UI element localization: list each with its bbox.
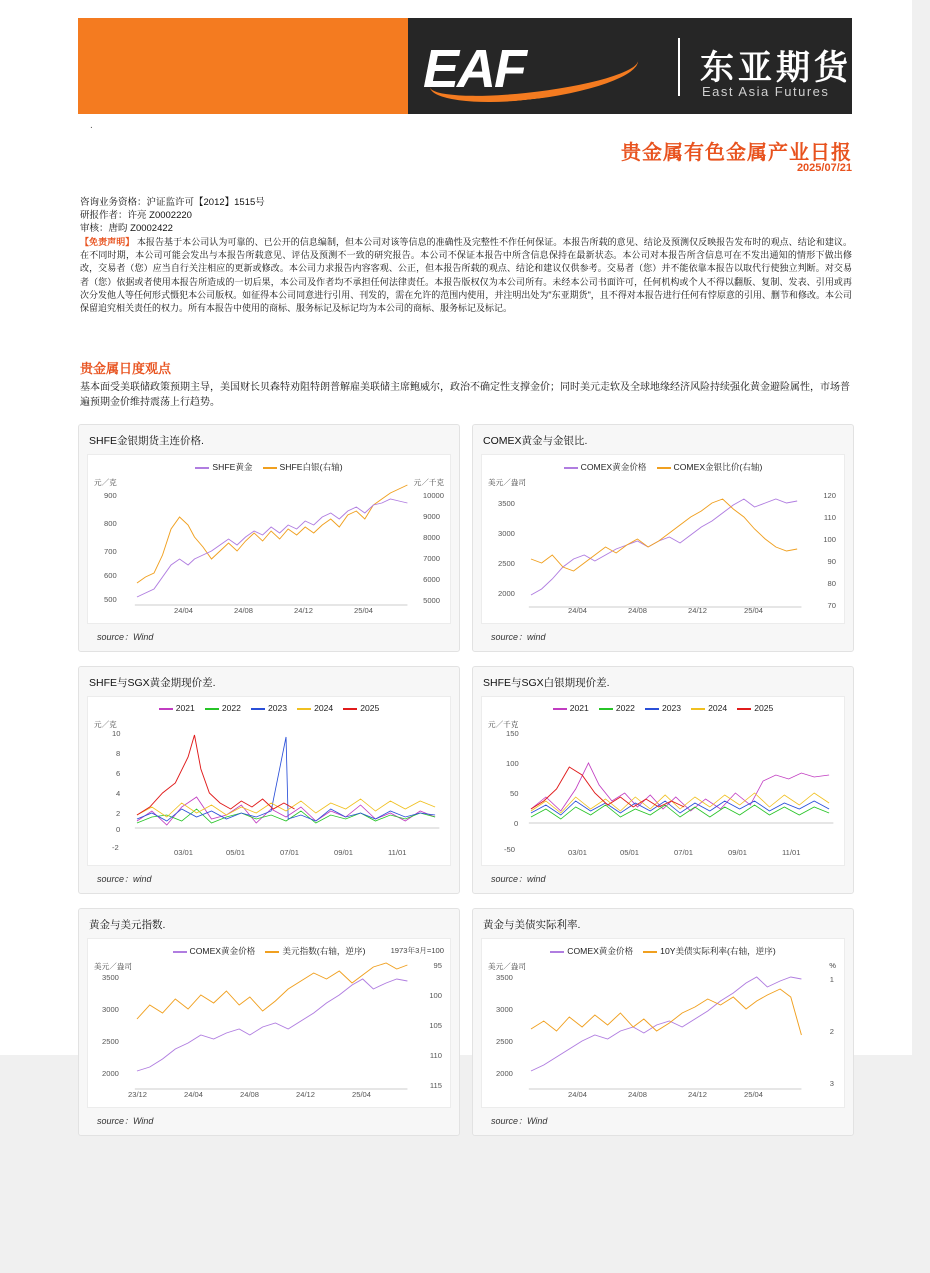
y-tick: 50 xyxy=(510,789,519,798)
y2-tick: 100 xyxy=(429,991,442,1000)
report-date: 2025/07/21 xyxy=(796,162,852,174)
chart-title: SHFE与SGX黄金期现价差. xyxy=(89,677,216,689)
y2-tick: 3 xyxy=(829,1079,834,1088)
right-axis-unit: % xyxy=(829,961,836,970)
y2-tick: 6000 xyxy=(423,575,440,584)
y-tick: 3000 xyxy=(102,1005,119,1014)
legend-item: 2025 xyxy=(737,703,773,713)
chart-plot-area xyxy=(481,696,845,866)
chart-svg xyxy=(482,455,844,623)
chart-card-gold-real-rate xyxy=(472,908,854,1136)
eaf-logo-text: EAF xyxy=(423,39,525,99)
charts-grid xyxy=(78,424,854,1150)
legend-item: 2021 xyxy=(553,703,589,713)
chart-svg xyxy=(482,939,844,1107)
chart-legend xyxy=(88,703,450,713)
legend-item: 2023 xyxy=(251,703,287,713)
chart-card-comex-gold-silver-ratio xyxy=(472,424,854,652)
y-tick: 0 xyxy=(116,825,121,834)
y2-tick: 9000 xyxy=(423,512,440,521)
eaf-logo xyxy=(423,40,653,98)
y-tick: 4 xyxy=(116,789,121,798)
y-tick: 3000 xyxy=(496,1005,513,1014)
y-tick: 100 xyxy=(506,759,519,768)
y-tick: 2000 xyxy=(496,1069,513,1078)
x-tick: 24/12 xyxy=(294,606,314,615)
disclaimer-text: 本报告基于本公司认为可靠的、已公开的信息编制，但本公司对该等信息的准确性及完整性不作任何保证。本报告所载的意见、结论及预测仅反映报告发布时的观点、结论和建议。在不同时期，本公司可能会发出与本报告所载意见、评估及预测不一致的研究报告。本公司不保证本报告中所含信息保持在最新状态。本公司对本报告所含信息可在不发出通知的情形下做出修改，交易者（您）应当自行关注相应的更新或修改。本公司力求报告内容客观、公正，但本报告所载的观点、结论和建议仅供参考。交易者（您）并不能依靠本报告以取代行使独立判断。对交易者（您）依据或者使用本报告所造成的一切后果，本公司及作者均不承担任何法律责任。本报告版权仅为本公司所有。未经本公司书面许可，任何机构或个人不得以翻版、复制、发表、引用或再次分发他人等任何形式慑犯本公司版权。如征得本公司同意进行引用、刊发的，需在允许的范围内使用，并注明出处为"东亚期货"，且不得对本报告进行任何有悖原意的引用、删节和修改。本公司保留追究相关责任的权力。所有本报告中使用的商标、服务标记及标记均为本公司的商标、服务标记及标记。 xyxy=(80,237,852,314)
chart-source: source：Wind xyxy=(97,632,154,642)
chart-source: source：wind xyxy=(491,632,546,642)
y2-tick: 100 xyxy=(823,535,836,544)
y2-tick: 80 xyxy=(827,579,836,588)
chart-title: COMEX黄金与金银比. xyxy=(483,435,588,447)
y2-tick: 120 xyxy=(823,491,836,500)
x-tick: 24/04 xyxy=(568,606,588,615)
left-axis-unit: 元／克 xyxy=(94,720,117,729)
section-title: 贵金属日度观点 xyxy=(80,361,172,376)
y-tick: -50 xyxy=(504,845,515,854)
left-axis-unit: 美元／盎司 xyxy=(488,962,526,971)
legend-item: 2022 xyxy=(205,703,241,713)
company-name-cn: 东亚期货 xyxy=(700,49,852,87)
left-axis-unit: 元／克 xyxy=(94,478,117,487)
disclaimer-block xyxy=(80,236,852,315)
x-tick: 25/04 xyxy=(744,606,764,615)
x-tick: 03/01 xyxy=(174,848,194,857)
chart-svg xyxy=(88,939,450,1107)
y2-tick: 110 xyxy=(823,513,836,522)
chart-title: SHFE金银期货主连价格. xyxy=(89,435,204,447)
legend-item: COMEX黄金价格 xyxy=(550,945,633,957)
legend-item: 10Y美债实际利率(右轴，逆序) xyxy=(643,945,776,957)
header-divider xyxy=(678,38,680,96)
legend-item: 2025 xyxy=(343,703,379,713)
chart-legend xyxy=(482,461,844,473)
y-tick: 8 xyxy=(116,749,121,758)
charts-row-2 xyxy=(78,666,854,894)
chart-card-silver-basis xyxy=(472,666,854,894)
chart-svg xyxy=(88,697,450,865)
y-tick: 2000 xyxy=(498,589,515,598)
charts-row-3 xyxy=(78,908,854,1136)
x-tick: 25/04 xyxy=(354,606,374,615)
legend-item: SHFE白银(右轴) xyxy=(263,461,343,473)
x-tick: 24/12 xyxy=(296,1090,316,1099)
chart-plot-area xyxy=(481,938,845,1108)
y2-tick: 90 xyxy=(827,557,836,566)
y-tick: 600 xyxy=(104,571,117,580)
x-tick: 11/01 xyxy=(782,848,801,857)
legend-item: 2024 xyxy=(691,703,727,713)
x-tick: 25/04 xyxy=(744,1090,764,1099)
left-axis-unit: 美元／盎司 xyxy=(488,478,526,487)
legend-item: 2021 xyxy=(159,703,195,713)
chart-plot-area xyxy=(87,454,451,624)
y-tick: 2 xyxy=(116,809,121,818)
legend-item: COMEX黄金价格 xyxy=(564,461,647,473)
y-tick: 10 xyxy=(112,729,121,738)
y-tick: 3000 xyxy=(498,529,515,538)
chart-title: 黄金与美债实际利率. xyxy=(483,919,581,931)
left-axis-unit: 美元／盎司 xyxy=(94,962,132,971)
legend-item: 美元指数(右轴，逆序) xyxy=(265,945,365,957)
legend-item: 2022 xyxy=(599,703,635,713)
disclaimer-tag: 【免责声明】 xyxy=(80,237,135,247)
company-name-en: East Asia Futures xyxy=(702,84,830,99)
x-tick: 05/01 xyxy=(620,848,640,857)
x-tick: 24/12 xyxy=(688,606,708,615)
y2-tick: 2 xyxy=(829,1027,834,1036)
legend-item: 2023 xyxy=(645,703,681,713)
x-tick: 09/01 xyxy=(334,848,354,857)
y-tick: 6 xyxy=(116,769,121,778)
chart-source: source：Wind xyxy=(491,1116,548,1126)
right-axis-unit: 元／千克 xyxy=(413,478,444,487)
y-tick: 0 xyxy=(514,819,519,828)
x-tick: 24/04 xyxy=(184,1090,204,1099)
x-tick: 03/01 xyxy=(568,848,588,857)
license-line-2: 研报作者：许亮 Z0002220 xyxy=(80,210,192,221)
y2-tick: 1 xyxy=(829,975,834,984)
y-tick: 700 xyxy=(104,547,117,556)
y2-tick: 70 xyxy=(827,601,836,610)
y2-tick: 105 xyxy=(429,1021,442,1030)
chart-svg xyxy=(482,697,844,865)
y-tick: 800 xyxy=(104,519,117,528)
legend-item: COMEX黄金价格 xyxy=(173,945,256,957)
chart-title: SHFE与SGX白银期现价差. xyxy=(483,677,610,689)
page-title: 贵金属有色金属产业日报 xyxy=(621,142,852,164)
x-tick: 24/08 xyxy=(628,1090,648,1099)
y-tick: 2500 xyxy=(496,1037,513,1046)
x-tick: 05/01 xyxy=(226,848,246,857)
chart-card-shfe-gold-silver xyxy=(78,424,460,652)
chart-plot-area xyxy=(481,454,845,624)
y-tick: 2000 xyxy=(102,1069,119,1078)
y2-tick: 10000 xyxy=(422,491,444,500)
charts-row-1 xyxy=(78,424,854,652)
y2-tick: 110 xyxy=(429,1051,442,1060)
x-tick: 07/01 xyxy=(280,848,300,857)
chart-legend xyxy=(88,461,450,473)
x-tick: 24/08 xyxy=(240,1090,260,1099)
y-tick: -2 xyxy=(112,843,119,852)
chart-legend xyxy=(482,703,844,713)
chart-plot-area xyxy=(87,696,451,866)
section-body: 基本面受美联储政策预期主导，美国财长贝森特劝阻特朗普解雇美联储主席鲍威尔，政治不确定性支撑金价；同时美元走软及全球地缘经济风险持续强化黄金避险属性，市场普遍预期金价维持震荡上行趋势。 xyxy=(80,382,850,408)
y-tick: 3500 xyxy=(496,973,513,982)
y2-tick: 95 xyxy=(433,961,442,970)
y2-tick: 7000 xyxy=(423,554,440,563)
y2-tick: 8000 xyxy=(423,533,440,542)
stray-dot-mark: . xyxy=(90,120,93,131)
x-tick: 24/08 xyxy=(234,606,254,615)
header-orange-block xyxy=(78,18,408,114)
chart-plot-area xyxy=(87,938,451,1108)
y2-tick: 5000 xyxy=(423,596,440,605)
license-block xyxy=(80,196,265,235)
legend-item: SHFE黄金 xyxy=(195,461,252,473)
y-tick: 150 xyxy=(506,729,519,738)
y-tick: 2500 xyxy=(102,1037,119,1046)
y-tick: 3500 xyxy=(498,499,515,508)
chart-card-gold-basis xyxy=(78,666,460,894)
x-tick: 23/12 xyxy=(128,1090,148,1099)
report-header-banner xyxy=(78,18,852,114)
x-tick: 11/01 xyxy=(388,848,407,857)
y-tick: 900 xyxy=(104,491,117,500)
chart-legend xyxy=(482,945,844,957)
chart-source: source：wind xyxy=(491,874,546,884)
legend-item: COMEX金银比价(右轴) xyxy=(657,461,763,473)
x-tick: 24/04 xyxy=(174,606,194,615)
x-tick: 24/04 xyxy=(568,1090,588,1099)
x-tick: 07/01 xyxy=(674,848,694,857)
y2-tick: 115 xyxy=(429,1081,442,1090)
y-tick: 500 xyxy=(104,595,117,604)
license-line-1: 咨询业务资格：沪证监许可【2012】1515号 xyxy=(80,197,265,208)
right-axis-unit: 1973年3月=100 xyxy=(390,946,444,955)
chart-source: source：Wind xyxy=(97,1116,154,1126)
license-line-3: 审核：唐昀 Z0002422 xyxy=(80,223,173,234)
legend-item: 2024 xyxy=(297,703,333,713)
x-tick: 24/08 xyxy=(628,606,648,615)
chart-title: 黄金与美元指数. xyxy=(89,919,166,931)
y-tick: 3500 xyxy=(102,973,119,982)
chart-legend xyxy=(88,945,510,957)
x-tick: 25/04 xyxy=(352,1090,372,1099)
chart-source: source：wind xyxy=(97,874,152,884)
x-tick: 09/01 xyxy=(728,848,748,857)
chart-svg xyxy=(88,455,450,623)
chart-card-gold-dollar-index xyxy=(78,908,460,1136)
left-axis-unit: 元／千克 xyxy=(488,720,519,729)
y-tick: 2500 xyxy=(498,559,515,568)
x-tick: 24/12 xyxy=(688,1090,708,1099)
